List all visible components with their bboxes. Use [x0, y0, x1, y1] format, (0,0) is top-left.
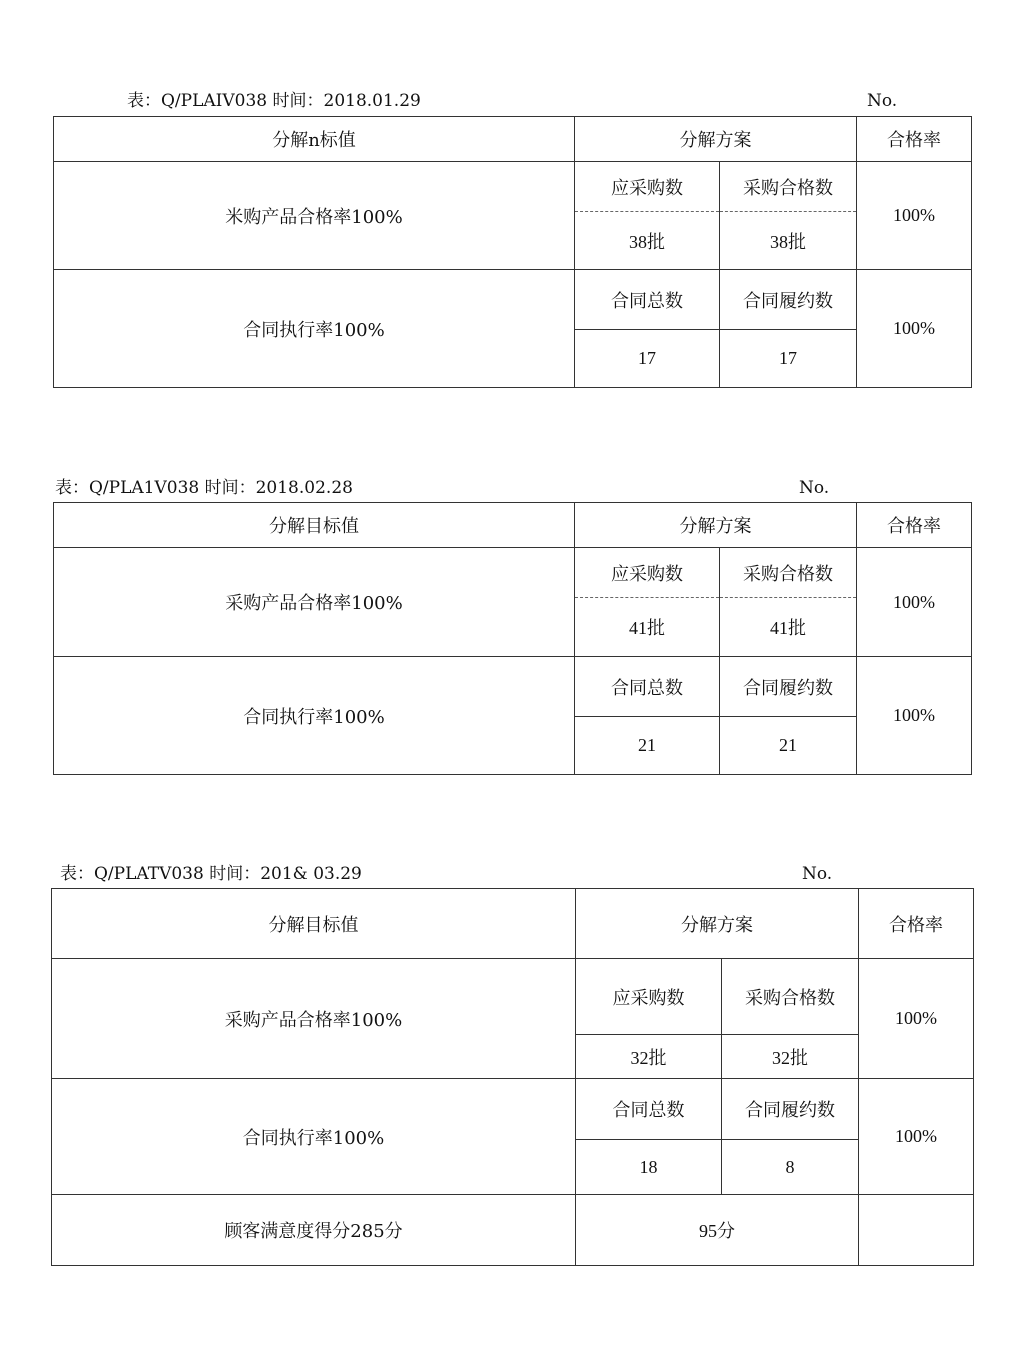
table-row [52, 1079, 974, 1140]
satisfaction-value: 95分 [576, 1195, 859, 1266]
satisfaction-rate [859, 1195, 974, 1266]
value-cell: 21 [575, 717, 720, 775]
value-cell: 32批 [576, 1035, 722, 1079]
column-header-plan: 分解方案 [576, 889, 859, 959]
rate-cell: 100% [857, 548, 972, 657]
value-cell: 38批 [720, 212, 857, 270]
target-cell: 采购产品合格率100% [52, 959, 576, 1079]
rate-cell: 100% [857, 162, 972, 270]
table2-no-label: No. [799, 478, 830, 498]
value-cell: 8 [722, 1140, 859, 1195]
sub-header-cell: 合同总数 [575, 270, 720, 330]
value-cell: 41批 [575, 598, 720, 657]
table-row [54, 657, 972, 717]
column-header-target: 分解目标值 [54, 503, 575, 548]
table3-form-label: 表：Q/PLATV038 时间：201& 03.29 [60, 864, 362, 884]
table2-header-row [54, 503, 972, 548]
sub-header-cell: 合同总数 [575, 657, 720, 717]
rate-cell: 100% [857, 657, 972, 775]
sub-header-cell: 合同总数 [576, 1079, 722, 1140]
sub-header-cell: 合同履约数 [720, 657, 857, 717]
table3-no-label: No. [802, 864, 833, 884]
column-header-plan: 分解方案 [575, 117, 857, 162]
satisfaction-row [52, 1195, 974, 1266]
column-header-rate: 合格率 [859, 889, 974, 959]
table2-form-label: 表：Q/PLA1V038 时间：2018.02.28 [55, 478, 353, 498]
table2 [53, 502, 972, 775]
table3 [51, 888, 974, 1266]
value-cell: 32批 [722, 1035, 859, 1079]
table-row [54, 548, 972, 598]
table1 [53, 116, 972, 388]
sub-header-cell: 合同履约数 [722, 1079, 859, 1140]
value-cell: 18 [576, 1140, 722, 1195]
column-header-rate: 合格率 [857, 503, 972, 548]
sub-header-cell: 采购合格数 [720, 162, 857, 212]
table1-form-label: 表：Q/PLAIV038 时间：2018.01.29 [127, 91, 421, 111]
target-cell: 合同执行率100% [52, 1079, 576, 1195]
target-cell: 合同执行率100% [54, 657, 575, 775]
table-row [54, 270, 972, 330]
column-header-target: 分解n标值 [54, 117, 575, 162]
target-cell: 合同执行率100% [54, 270, 575, 388]
sub-header-cell: 采购合格数 [722, 959, 859, 1035]
column-header-plan: 分解方案 [575, 503, 857, 548]
sub-header-cell: 应采购数 [576, 959, 722, 1035]
table-row [54, 162, 972, 212]
column-header-rate: 合格率 [857, 117, 972, 162]
value-cell: 21 [720, 717, 857, 775]
column-header-target: 分解目标值 [52, 889, 576, 959]
value-cell: 17 [720, 330, 857, 388]
target-cell: 米购产品合格率100% [54, 162, 575, 270]
sub-header-cell: 应采购数 [575, 162, 720, 212]
table1-header-row [54, 117, 972, 162]
rate-cell: 100% [859, 959, 974, 1079]
rate-cell: 100% [857, 270, 972, 388]
value-cell: 41批 [720, 598, 857, 657]
satisfaction-label: 顾客满意度得分285分 [52, 1195, 576, 1266]
rate-cell: 100% [859, 1079, 974, 1195]
sub-header-cell: 采购合格数 [720, 548, 857, 598]
table3-header-row [52, 889, 974, 959]
value-cell: 17 [575, 330, 720, 388]
table1-no-label: No. [867, 91, 898, 111]
value-cell: 38批 [575, 212, 720, 270]
table-row [52, 959, 974, 1035]
sub-header-cell: 合同履约数 [720, 270, 857, 330]
target-cell: 采购产品合格率100% [54, 548, 575, 657]
sub-header-cell: 应采购数 [575, 548, 720, 598]
